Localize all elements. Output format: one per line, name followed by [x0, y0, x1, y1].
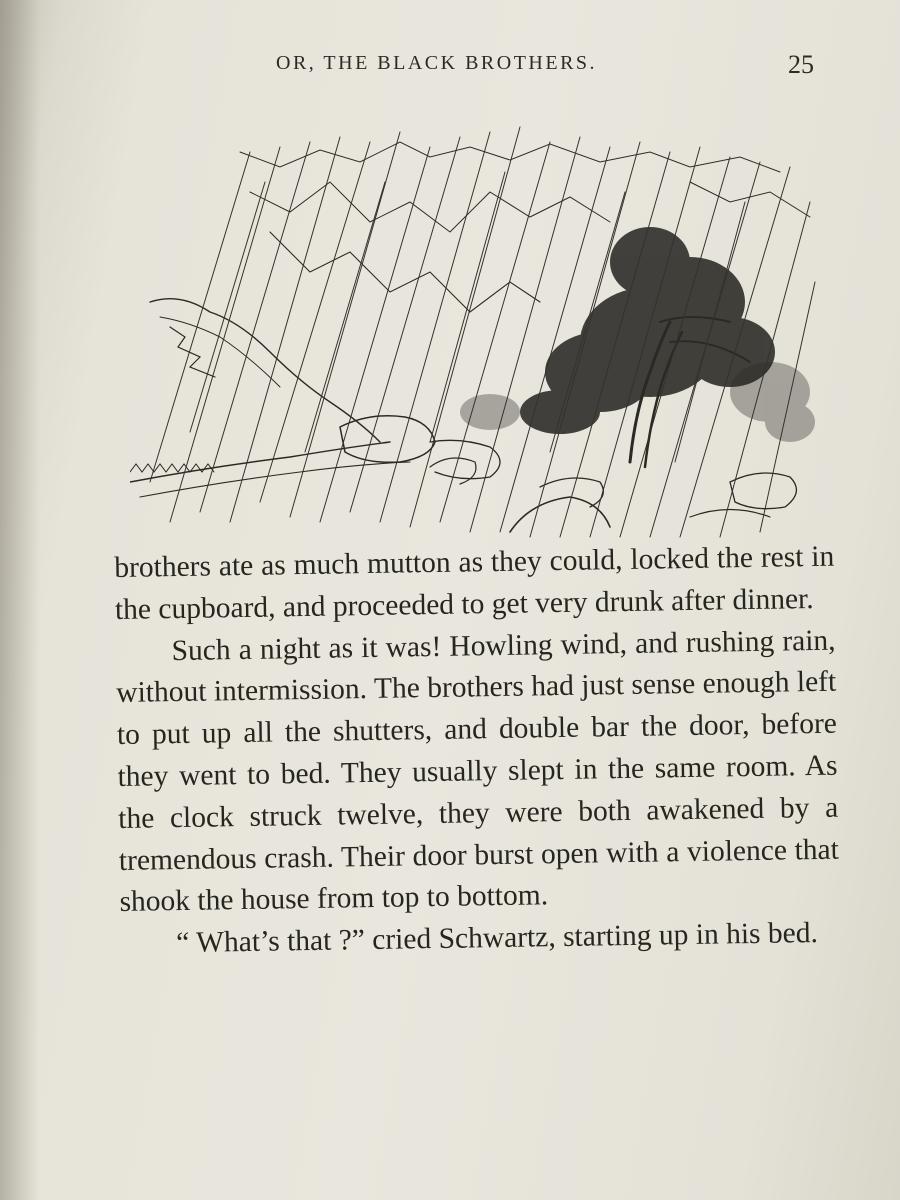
paragraph-2: Such a night as it was! Howling wind, and rushing rain, without intermission. The brothers had just sense enough left to put up all the shutters, and double bar the door, before they went to bed. They usually slept in the same room. As the clock struck twelve, they were both awakened by a tremendous crash. Their door burst open with a violence that shook the house from top to bottom.: [116, 624, 840, 919]
page-number: 25: [788, 50, 814, 79]
paragraph-3: “ What’s that ?” cried Schwartz, starting up in his bed.: [175, 917, 819, 960]
body-text: [114, 537, 840, 966]
rain-storm-landscape-icon: [130, 122, 820, 542]
paragraph-1: brothers ate as much mutton as they could, locked the rest in the cupboard, and proceeded to get very drunk after dinner.: [114, 540, 835, 626]
running-title: OR, THE BLACK BROTHERS.: [276, 52, 598, 74]
gutter-shadow: [0, 0, 40, 1200]
